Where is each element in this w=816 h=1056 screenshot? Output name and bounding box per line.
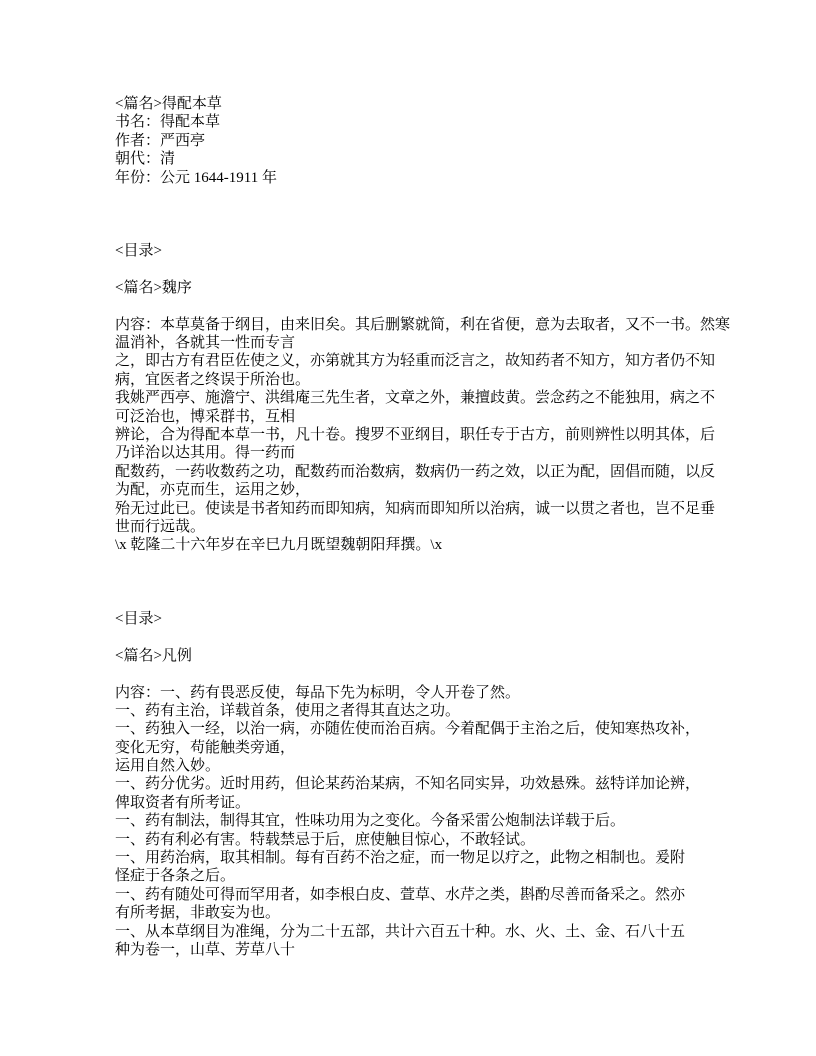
fanli-content-line: 运用自然入妙。 [115,758,221,775]
fanli-content-line: 一、药分优劣。近时用药，但论某药治某病，不知名同实异，功效悬殊。兹特详加论辨， [115,776,701,793]
blank-line [115,187,736,205]
weixu-content-line: 病，宜医者之终误于所治也。 [115,371,311,388]
blank-line [115,665,736,683]
fanli-content-line: 变化无穷，苟能触类旁通， [115,739,296,756]
toc-marker-2-line: <目录> [115,610,162,627]
section-title-fanli-line: <篇名>凡例 [115,647,192,664]
weixu-content-line: 乃详治以达其用。得一药而 [115,445,296,462]
book-header-line: <篇名>得配本草 [115,96,222,112]
fanli-content-line: 一、从本草纲目为准绳，分为二十五部，共计六百五十种。水、火、土、金、石八十五 [115,923,686,940]
blank-line [115,573,736,591]
weixu-content-line: 辨论，合为得配本草一书，凡十卷。搜罗不亚纲目，职任专于古方，前则辨性以明其体，后 [115,427,716,444]
toc-marker-1-line: <目录> [115,243,162,260]
book-header-line: 书名：得配本草 [115,114,221,131]
weixu-content-line: 世而行远哉。 [115,518,206,535]
weixu-content-line: 配数药，一药收数药之功，配数药而治数病，数病仍一药之效，以正为配，固倡而随，以反 [115,463,716,480]
book-header-line: 作者：严西亭 [115,132,206,149]
blank-line [115,628,736,646]
weixu-content-line: 温消补，各就其一性而专言 [115,335,296,352]
fanli-content-line: 一、药有制法，制得其宜，性味功用为之变化。今备采雷公炮制法详载于后。 [115,813,626,830]
fanli-content-line: 一、药有主治，详载首条，使用之者得其直达之功。 [115,702,461,719]
weixu-content-line: 可泛治也，博采群书，互相 [115,408,296,425]
fanli-content-line: 一、药有随处可得而罕用者，如李根白皮、萱草、水芹之类，斟酌尽善而备采之。然亦 [115,886,686,903]
fanli-content-line: 一、药独入一经，以治一病，亦随佐使而治百病。今着配偶于主治之后，使知寒热攻补， [115,721,701,738]
book-header-line: 朝代：清 [115,151,176,168]
blank-line [115,297,736,315]
fanli-content-line: 俾取资者有所考证。 [115,794,251,811]
weixu-content-line: \x 乾隆二十六年岁在辛巳九月既望魏朝阳拜撰。\x [115,537,443,554]
blank-line [115,592,736,610]
weixu-content-line: 内容：本草莫备于纲目，由来旧矣。其后删繁就简，利在省便，意为去取者，又不一书。然寒 [115,316,731,333]
fanli-content-line: 一、用药治病，取其相制。每有百药不治之症，而一物足以疗之，此物之相制也。爰附 [115,850,686,867]
blank-line [115,224,736,242]
blank-line [115,555,736,573]
fanli-content-line: 内容：一、药有畏恶反使，每品下先为标明，令人开卷了然。 [115,684,521,701]
fanli-content-line: 怪症于各条之后。 [115,868,236,885]
fanli-content-line: 一、药有利必有害。特载禁忌于后，庶使触目惊心，不敢轻试。 [115,831,536,848]
weixu-content-line: 殆无过此已。使读是书者知药而即知病，知病而即知所以治病，诚一以贯之者也，岂不足垂 [115,500,716,517]
fanli-content-line: 有所考据，非敢妄为也。 [115,905,281,922]
weixu-content-line: 之，即古方有君臣佐使之义，亦第就其方为轻重而泛言之，故知药者不知方，知方者仍不知 [115,353,716,370]
blank-line [115,261,736,279]
weixu-content-line: 为配，亦克而生，运用之妙， [115,482,311,499]
book-header-line: 年份：公元 1644-1911 年 [115,169,277,186]
fanli-content-line: 种为卷一，山草、芳草八十 [115,941,296,958]
section-title-weixu-line: <篇名>魏序 [115,279,192,296]
blank-line [115,205,736,223]
weixu-content-line: 我姚严西亭、施澹宁、洪缉庵三先生者，文章之外，兼擅歧黄。尝念药之不能独用，病之不 [115,390,716,407]
